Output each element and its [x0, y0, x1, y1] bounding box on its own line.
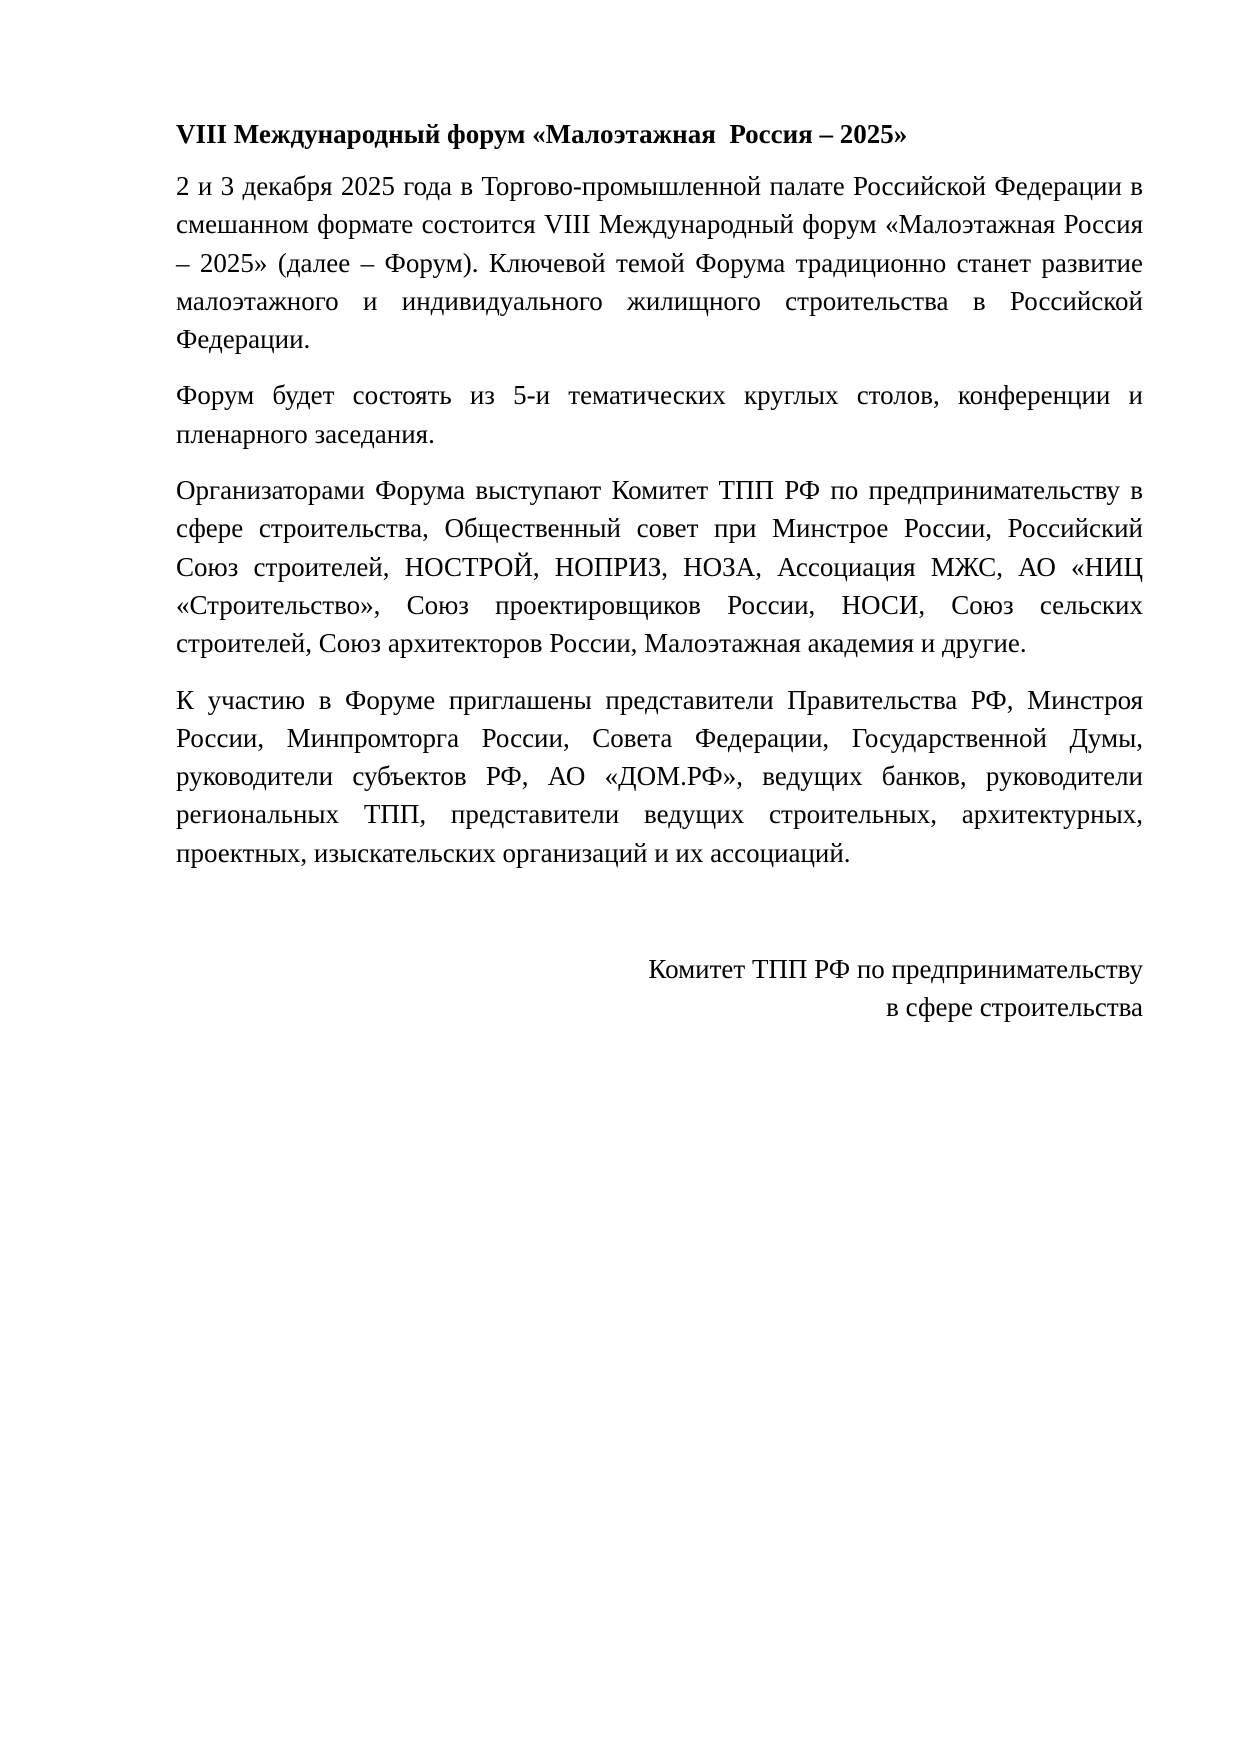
paragraph-participants: К участию в Форуме приглашены представители Правительства РФ, Минстроя России, Минпромторга России, Совета Федерации, Государственной Думы, руководители субъектов РФ, АО «ДОМ.РФ», ведущих банков, руководители региональных ТПП, представители ведущих строительных, архитектурных, проектных, изыскательских организаций и их ассоциаций.	[176, 684, 1143, 868]
signature-block	[176, 950, 1143, 1027]
paragraph-announcement: 2 и 3 декабря 2025 года в Торгово-промышленной палате Российской Федерации в смешанном формате состоится VIII Международный форум «Малоэтажная Россия – 2025» (далее – Форум). Ключевой темой Форума традиционно станет развитие малоэтажного и индивидуального жилищного строительства в Российской Федерации.	[176, 171, 1143, 355]
document-title: VIII Международный форум «Малоэтажная Россия – 2025»	[176, 119, 908, 149]
signature-line-committee: Комитет ТПП РФ по предпринимательству	[648, 954, 1143, 985]
signature-line-sphere: в сфере строительства	[886, 992, 1143, 1023]
paragraph-organizers: Организаторами Форума выступают Комитет ТПП РФ по предпринимательству в сфере строительства, Общественный совет при Минстрое России, Российский Союз строителей, НОСТРОЙ, НОПРИЗ, НОЗА, Ассоциация МЖС, АО «НИЦ «Строительство», Союз проектировщиков России, НОСИ, Союз сельских строителей, Союз архитекторов России, Малоэтажная академия и другие.	[176, 475, 1143, 659]
document-body	[176, 115, 1143, 1027]
paragraph-program: Форум будет состоять из 5-и тематических круглых столов, конференции и пленарного заседания.	[176, 380, 1143, 449]
